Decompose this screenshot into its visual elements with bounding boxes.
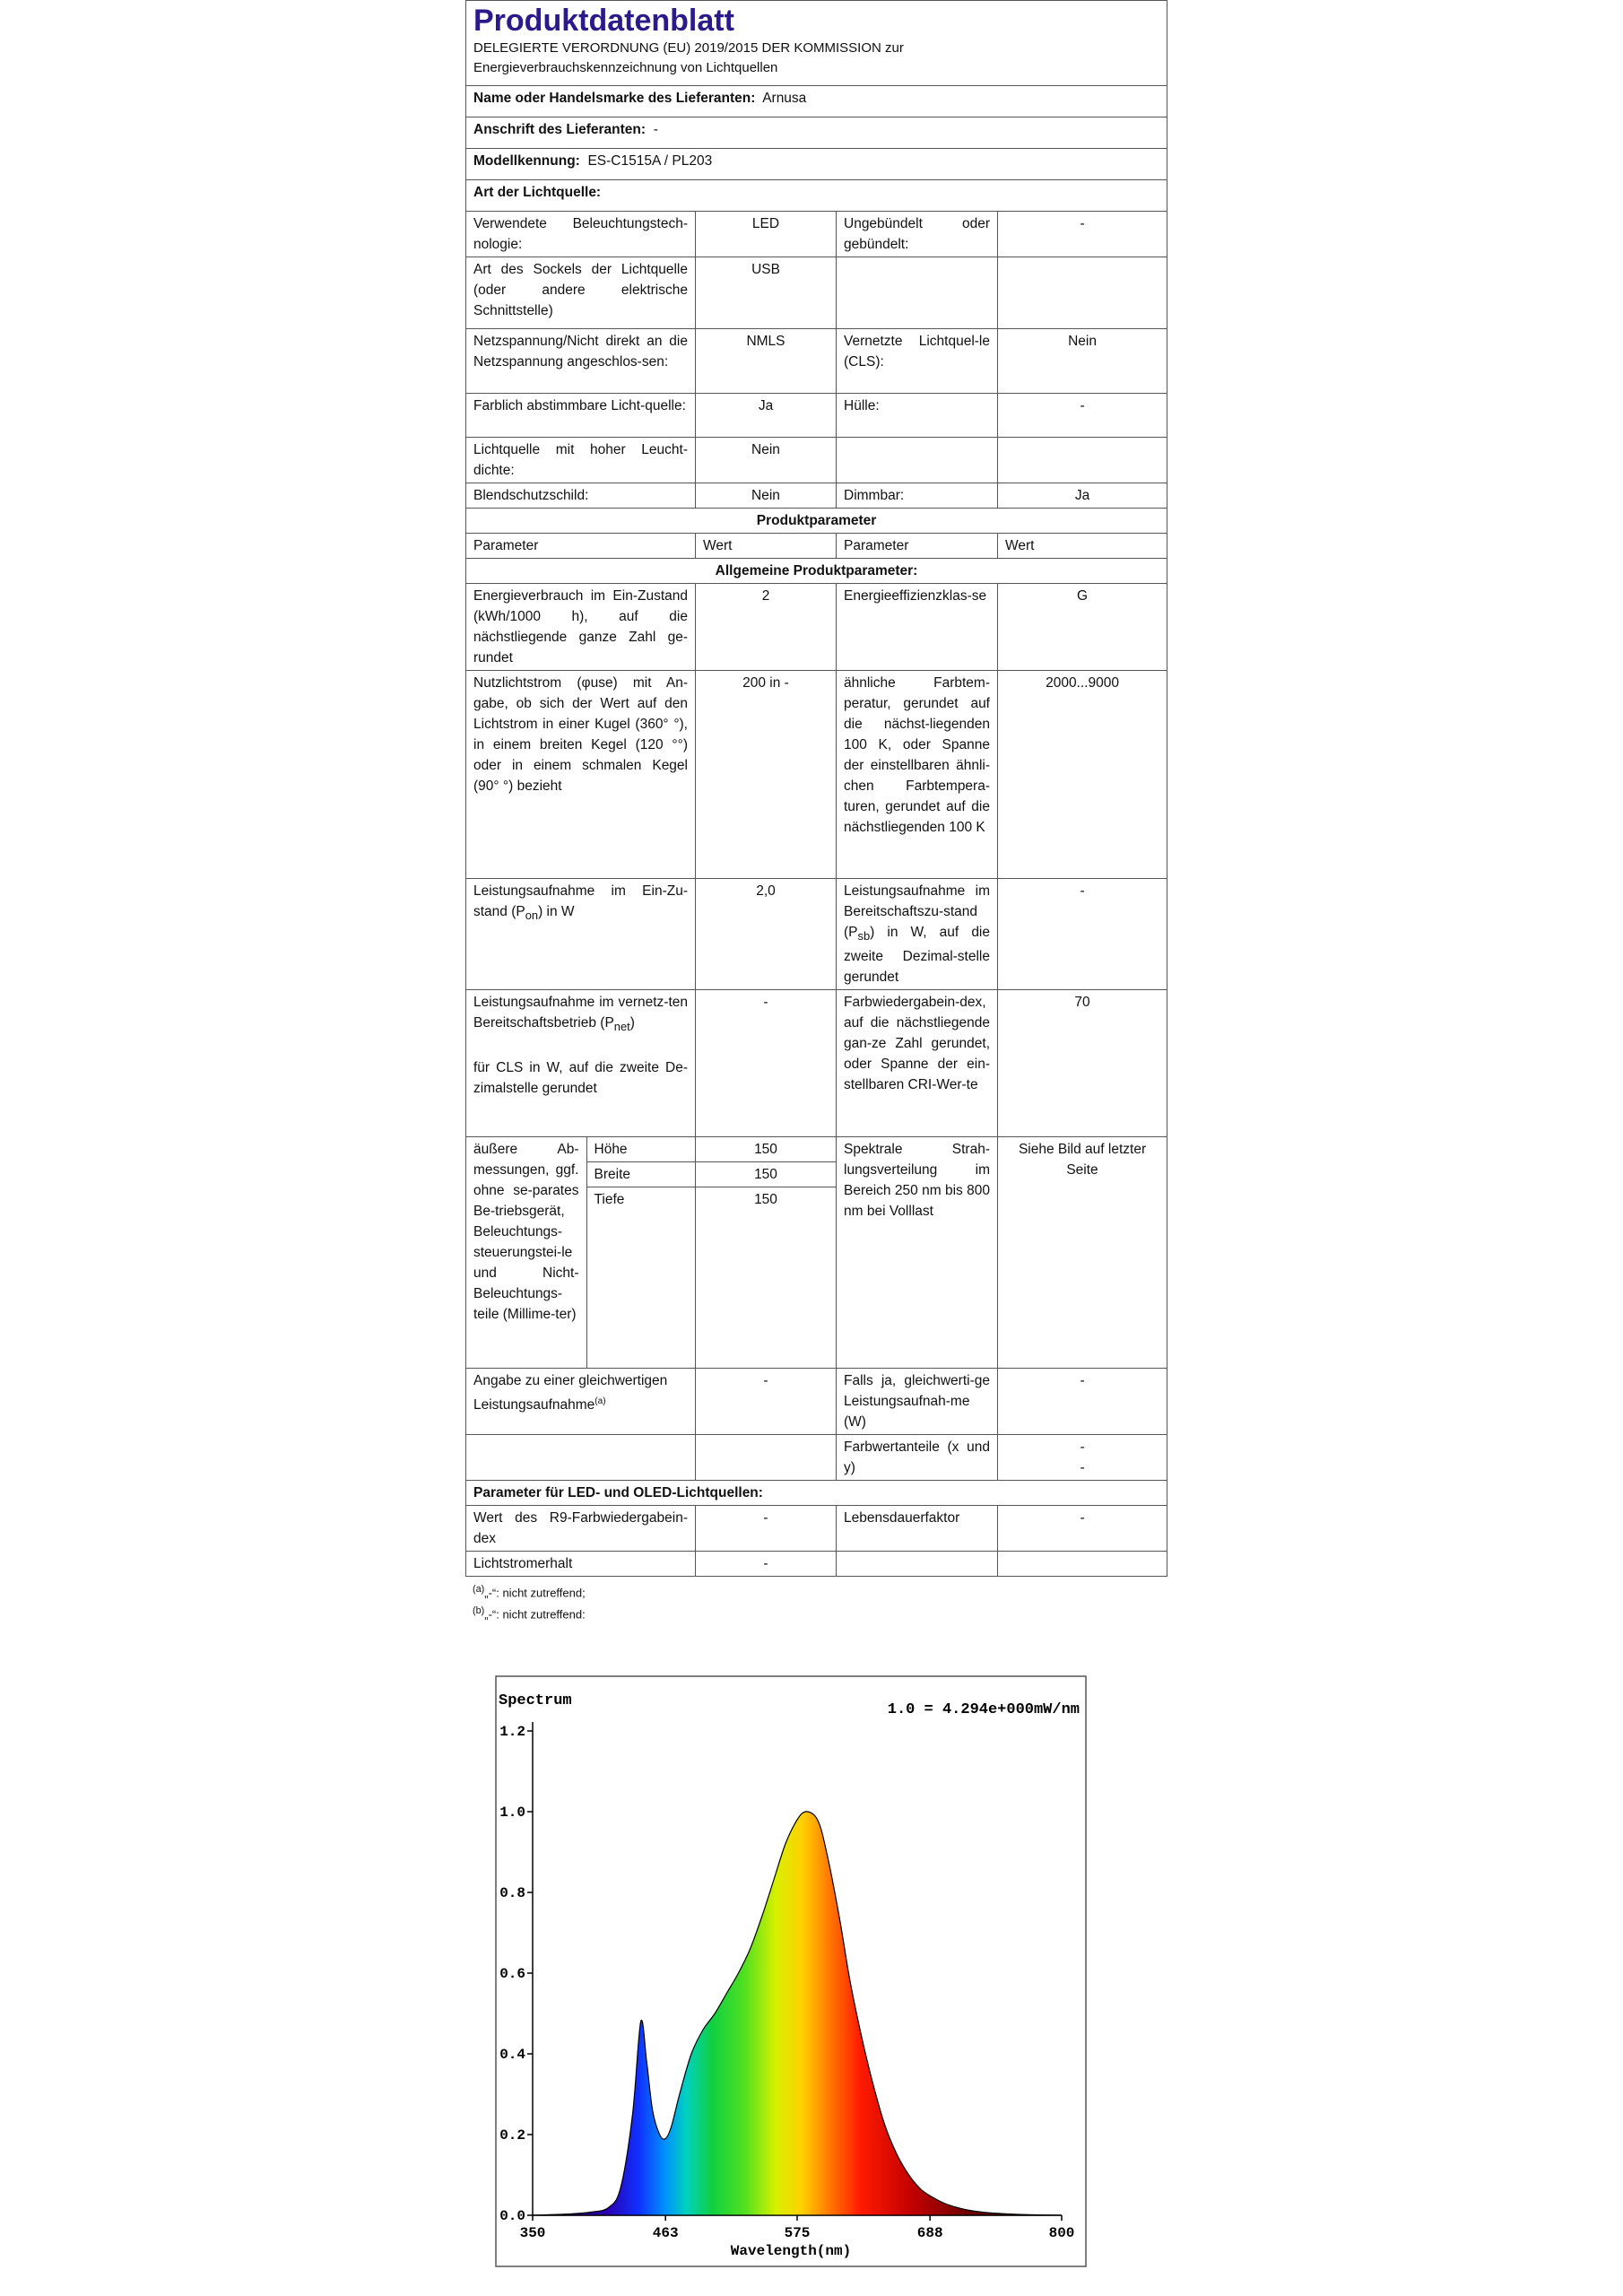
- spd-value: Siehe Bild auf letzter Seite: [998, 1137, 1167, 1369]
- chromaticity-x: -: [1080, 1439, 1085, 1456]
- led-heading-row: [466, 1481, 1167, 1506]
- type-value-2: [998, 257, 1167, 329]
- pnet-label: Leistungsaufnahme im vernetz-ten Bereitschaftsbetrieb $(P_{net})$ für CLS in W, auf die zweite De-zimalstelle gerundet: [466, 990, 696, 1137]
- dimensions-label: äußere Ab-messungen, ggf. ohne se-parates Be-triebsgerät, Beleuchtungs-steuerungstei-le und Nicht-Beleuchtungs-teile (Millime-ter): [466, 1137, 586, 1368]
- x-tick-label: 350: [519, 2225, 546, 2241]
- y-tick-label: 1.0: [499, 1805, 525, 1821]
- supplier-address-label: Anschrift des Lieferanten:: [473, 122, 647, 137]
- dim-height-label: Höhe: [586, 1137, 695, 1162]
- r9-row: [466, 1506, 1167, 1552]
- y-tick-label: 1.2: [499, 1724, 525, 1740]
- type-label-1: Netzspannung/Nicht direkt an die Netzspannung angeschlos-sen:: [466, 329, 696, 394]
- spectrum-svg: [495, 1675, 1087, 2267]
- type-label-2: Dimmbar:: [837, 483, 998, 509]
- type-row: [466, 212, 1167, 257]
- type-label-2: [837, 257, 998, 329]
- flux-label: Nutzlichtstrom (φuse) mit An-gabe, ob sich der Wert auf den Lichtstrom in einer Kugel (360° °), in einem breiten Kegel (120 °°) oder in einem schmalen Kegel (90° °) bezieht: [466, 671, 696, 879]
- equivalent-label: Angabe zu einer gleichwertigen Leistungsaufnahme$^{(a)}$: [466, 1369, 696, 1435]
- regulation-line-1: DELEGIERTE VERORDNUNG (EU) 2019/2015 DER KOMMISSION zur: [473, 40, 904, 56]
- type-label-1: Verwendete Beleuchtungstech-nologie:: [466, 212, 696, 257]
- energy-value: 2: [696, 584, 837, 671]
- pnet-row: [466, 990, 1167, 1137]
- y-tick-label: 0.2: [499, 2127, 525, 2144]
- y-tick-label: 0.6: [499, 1966, 525, 1982]
- supplier-name-row: [466, 86, 1167, 117]
- type-row: [466, 329, 1167, 394]
- type-value-2: -: [998, 394, 1167, 438]
- r9-label: Wert des R9-Farbwiedergabein-dex: [466, 1506, 696, 1552]
- model-row: [466, 149, 1167, 180]
- supplier-address-row: [466, 117, 1167, 149]
- type-label-2: Hülle:: [837, 394, 998, 438]
- type-heading: Art der Lichtquelle:: [466, 180, 1167, 212]
- chart-scale-note: 1.0 = 4.294e+000mW/nm: [887, 1701, 1080, 1718]
- equivalent-value: -: [696, 1369, 837, 1435]
- type-label-2: Vernetzte Lichtquel-le (CLS):: [837, 329, 998, 394]
- type-row: [466, 483, 1167, 509]
- model-value: ES-C1515A / PL203: [587, 153, 713, 169]
- pon-label: Leistungsaufnahme im Ein-Zu-stand $(P_{on})$ in W: [466, 879, 696, 990]
- lifetime-value: -: [998, 1506, 1167, 1552]
- model-label: Modellkennung:: [473, 153, 580, 169]
- flux-value: 200 in -: [696, 671, 837, 879]
- energy-class-label: Energieeffizienzklas-se: [837, 584, 998, 671]
- psb-label: Leistungsaufnahme im Bereitschaftszu-stand $(P_{sb})$ in W, auf die zweite Dezimal-stelle gerundet: [837, 879, 998, 990]
- type-value-1: Ja: [696, 394, 837, 438]
- chromaticity-y: -: [1080, 1460, 1085, 1476]
- type-label-1: Lichtquelle mit hoher Leucht-dichte:: [466, 438, 696, 483]
- col-param-2: Parameter: [837, 534, 998, 559]
- equivalent-power-value: -: [998, 1369, 1167, 1435]
- chart-title: Spectrum: [499, 1692, 572, 1709]
- type-value-1: LED: [696, 212, 837, 257]
- dim-height-value: 150: [696, 1137, 836, 1162]
- col-value-1: Wert: [696, 534, 837, 559]
- dimensions-cell: [466, 1137, 696, 1369]
- dim-depth-value: 150: [754, 1192, 777, 1208]
- params-heading-row: [466, 509, 1167, 534]
- dim-width-label: Breite: [586, 1162, 695, 1187]
- maintenance-value: -: [696, 1552, 837, 1577]
- type-value-2: -: [998, 212, 1167, 257]
- params-column-header-row: [466, 534, 1167, 559]
- pon-value: 2,0: [696, 879, 837, 990]
- dim-depth-label: Tiefe: [586, 1187, 695, 1369]
- x-tick-label: 688: [916, 2225, 943, 2241]
- type-value-1: Nein: [696, 483, 837, 509]
- type-label-2: Ungebündelt oder gebündelt:: [837, 212, 998, 257]
- datasheet-table: [465, 0, 1167, 1577]
- cri-value: 70: [998, 990, 1167, 1137]
- general-heading: Allgemeine Produktparameter:: [466, 559, 1167, 584]
- supplier-name-value: Arnusa: [762, 91, 807, 106]
- type-label-1: Art des Sockels der Lichtquelle (oder andere elektrische Schnittstelle): [466, 257, 696, 329]
- type-row: [466, 394, 1167, 438]
- cct-value: 2000...9000: [998, 671, 1167, 879]
- supplier-address-value: -: [653, 122, 658, 137]
- equivalent-power-label: Falls ja, gleichwerti-ge Leistungsaufnah-me (W): [837, 1369, 998, 1435]
- dimensions-values-cell: [696, 1137, 837, 1369]
- x-tick-label: 800: [1048, 2225, 1075, 2241]
- col-param-1: Parameter: [466, 534, 696, 559]
- params-heading: Produktparameter: [466, 509, 1167, 534]
- y-tick-label: 0.4: [499, 2047, 525, 2063]
- spectrum-chart: [495, 1675, 1087, 2267]
- dim-width-value: 150: [696, 1162, 836, 1187]
- type-row: [466, 438, 1167, 483]
- cri-label: Farbwiedergabein-dex, auf die nächstliegende gan-ze Zahl gerundet, oder Spanne der ein-stellbaren CRI-Wer-te: [837, 990, 998, 1137]
- footnote-a: $^{(a)}$„-“: nicht zutreffend;: [473, 1584, 586, 1600]
- lifetime-label: Lebensdauerfaktor: [837, 1506, 998, 1552]
- type-label-1: Blendschutzschild:: [466, 483, 696, 509]
- led-heading: Parameter für LED- und OLED-Lichtquellen:: [466, 1481, 1167, 1506]
- type-value-1: USB: [696, 257, 837, 329]
- supplier-name-label: Name oder Handelsmarke des Lieferanten:: [473, 91, 756, 106]
- type-value-1: Nein: [696, 438, 837, 483]
- chromaticity-value: [998, 1435, 1167, 1481]
- footnote-b: $^{(b)}$„-“: nicht zutreffend:: [473, 1605, 586, 1622]
- flux-row: [466, 671, 1167, 879]
- chromaticity-label: Farbwertanteile (x und y): [837, 1435, 998, 1481]
- energy-class-value: G: [998, 584, 1167, 671]
- cct-label: ähnliche Farbtem-peratur, gerundet auf die nächst-liegenden 100 K, oder Spanne der einstellbaren ähnli-chen Farbtempera-turen, gerundet auf die nächstliegenden 100 K: [837, 671, 998, 879]
- pon-row: [466, 879, 1167, 990]
- page-title: Produktdatenblatt: [473, 4, 734, 38]
- r9-value: -: [696, 1506, 837, 1552]
- x-tick-label: 463: [652, 2225, 679, 2241]
- type-value-2: [998, 438, 1167, 483]
- type-heading-row: [466, 180, 1167, 212]
- regulation-line-2: Energieverbrauchskennzeichnung von Lichtquellen: [473, 60, 778, 75]
- pnet-value: -: [696, 990, 837, 1137]
- energy-row: [466, 584, 1167, 671]
- x-tick-label: 575: [784, 2225, 811, 2241]
- title-row: [466, 1, 1167, 86]
- equivalent-row: [466, 1369, 1167, 1435]
- type-value-2: Nein: [998, 329, 1167, 394]
- maintenance-row: [466, 1552, 1167, 1577]
- chromaticity-row: [466, 1435, 1167, 1481]
- general-heading-row: [466, 559, 1167, 584]
- col-value-2: Wert: [998, 534, 1167, 559]
- datasheet: [465, 0, 1167, 1624]
- x-axis-label: Wavelength(nm): [730, 2243, 852, 2259]
- spd-label: Spektrale Strah-lungsverteilung im Bereich 250 nm bis 800 nm bei Volllast: [837, 1137, 998, 1369]
- y-tick-label: 0.8: [499, 1885, 525, 1901]
- energy-label: Energieverbrauch im Ein-Zustand (kWh/1000 h), auf die nächstliegende ganze Zahl ge-rundet: [466, 584, 696, 671]
- maintenance-label: Lichtstromerhalt: [466, 1552, 696, 1577]
- type-row: [466, 257, 1167, 329]
- type-label-2: [837, 438, 998, 483]
- psb-value: -: [998, 879, 1167, 990]
- y-tick-label: 0.0: [499, 2208, 525, 2224]
- type-value-2: Ja: [998, 483, 1167, 509]
- type-label-1: Farblich abstimmbare Licht-quelle:: [466, 394, 696, 438]
- dimensions-row: [466, 1137, 1167, 1369]
- type-value-1: NMLS: [696, 329, 837, 394]
